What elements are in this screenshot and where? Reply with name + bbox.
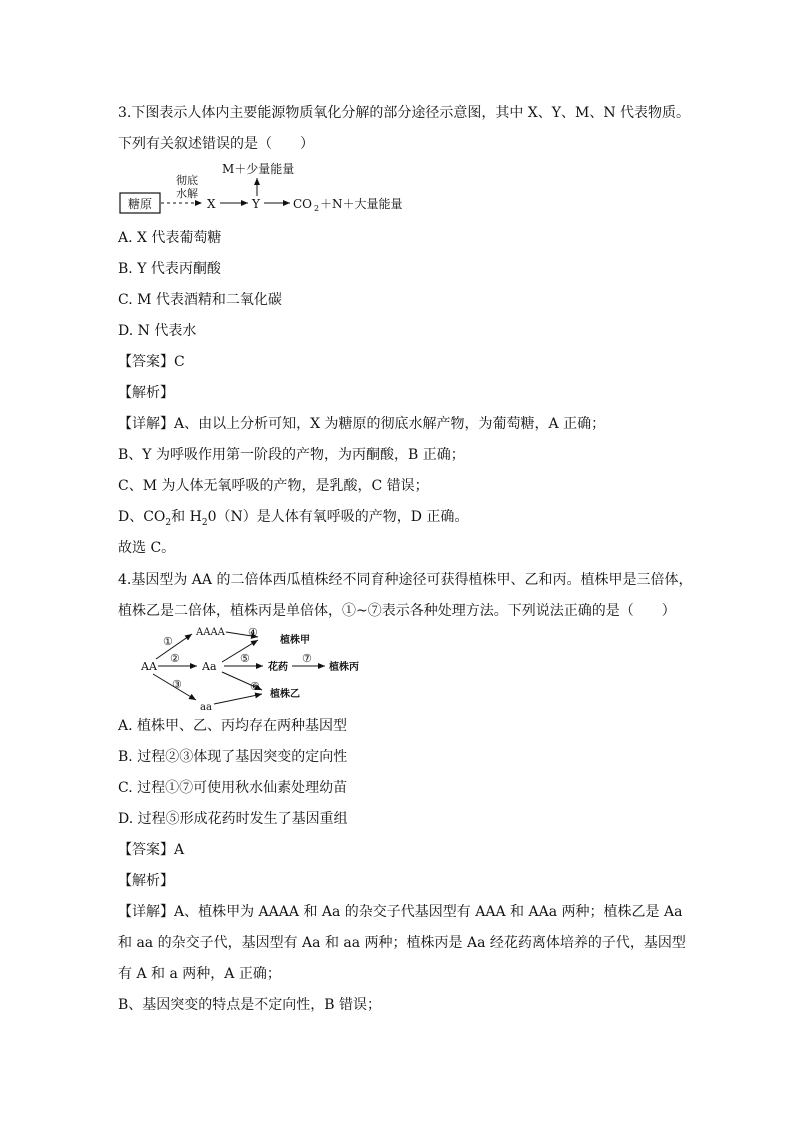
- q4-option-a: A. 植株甲、乙、丙均存在两种基因型: [118, 718, 348, 734]
- step-2: ②: [170, 652, 180, 665]
- node-co2: CO: [293, 197, 313, 211]
- q3-detail-line2: B、Y 为呼吸作用第一阶段的产物，为丙酮酸，B 正确；: [118, 447, 465, 463]
- q4-option-c: C. 过程①⑦可使用秋水仙素处理幼苗: [118, 780, 348, 796]
- q4-analysis-heading: 【解析】: [118, 873, 174, 889]
- q3-detail-line1: 【详解】A、由以上分析可知，X 为糖原的彻底水解产物，为葡萄糖，A 正确；: [118, 416, 606, 432]
- node-pollen: 花药: [268, 662, 288, 673]
- arrow-6b: [214, 694, 262, 704]
- node-aa-parent: AA: [141, 660, 157, 673]
- step-1: ①: [163, 635, 173, 648]
- q3-option-a: A. X 代表葡萄糖: [118, 230, 222, 246]
- q4-stem-line1: 4.基因型为 AA 的二倍体西瓜植株经不同育种途径可获得植株甲、乙和丙。植株甲是三倍体，: [118, 572, 693, 588]
- q4-option-b: B. 过程②③体现了基因突变的定向性: [118, 749, 348, 765]
- q4-option-d: D. 过程⑤形成花药时发生了基因重组: [118, 811, 348, 827]
- node-plant-jia: 植株甲: [280, 635, 310, 646]
- glycogen-label: 糖原: [127, 197, 153, 211]
- q4-detail-line2: 和 aa 的杂交子代，基因型有 Aa 和 aa 两种；植株丙是 Aa 经花药离体培养的子代，基因型: [118, 935, 686, 951]
- q3-analysis-heading: 【解析】: [118, 385, 174, 401]
- q3-detail-line4: D、$CO_2$和 $H_20(N)$是人体有氧呼吸的产物，D 正确。: [118, 509, 469, 528]
- node-y: Y: [252, 197, 260, 211]
- node-aa-recessive: aa: [200, 702, 212, 713]
- node-plant-bing: 植株丙: [329, 662, 359, 673]
- node-m: M＋少量能量: [222, 162, 295, 176]
- q4-detail-line4: B、基因突变的特点是不定向性，B 错误；: [118, 997, 382, 1013]
- hydrolysis-top-label: 彻底: [176, 174, 198, 187]
- q4-detail-line3: 有 A 和 a 两种，A 正确；: [118, 966, 281, 982]
- node-co2-rest: ＋N＋大量能量: [320, 197, 403, 211]
- q3-conclusion: 故选 C。: [118, 540, 176, 556]
- q3-option-c: C. M 代表酒精和二氧化碳: [118, 292, 282, 308]
- q4-answer: 【答案】A: [118, 842, 185, 858]
- q3-stem-line2: 下列有关叙述错误的是（ ）: [118, 136, 314, 152]
- step-6: ⑥: [250, 680, 260, 693]
- hydrolysis-bottom-label: 水解: [176, 187, 198, 200]
- q3-answer: 【答案】C: [118, 354, 185, 370]
- q4-stem-line2: 植株乙是二倍体，植株丙是单倍体，①~⑦表示各种处理方法。下列说法正确的是（ ）: [118, 603, 676, 619]
- node-aaaa: AAAA: [196, 627, 225, 638]
- node-x: X: [207, 197, 216, 211]
- step-3: ③: [172, 678, 182, 691]
- step-5: ⑤: [240, 652, 250, 665]
- q3-option-b: B. Y 代表丙酮酸: [118, 261, 221, 277]
- node-plant-yi: 植株乙: [270, 689, 300, 700]
- q3-stem-line1: 3.下图表示人体内主要能源物质氧化分解的部分途径示意图，其中 X、Y、M、N 代表物质。: [118, 105, 691, 121]
- step-4: ④: [248, 626, 258, 639]
- step-7: ⑦: [302, 652, 312, 665]
- q3-detail-line3: C、M 为人体无氧呼吸的产物，是乳酸，C 错误；: [118, 478, 429, 494]
- q3-option-d: D. N 代表水: [118, 323, 197, 339]
- node-co2-sub: 2: [314, 204, 320, 213]
- node-aa-hetero: Aa: [202, 660, 217, 673]
- q4-detail-line1: 【详解】A、植株甲为 AAAA 和 Aa 的杂交子代基因型有 AAA 和 AAa 两种；植株乙是 Aa: [118, 904, 683, 920]
